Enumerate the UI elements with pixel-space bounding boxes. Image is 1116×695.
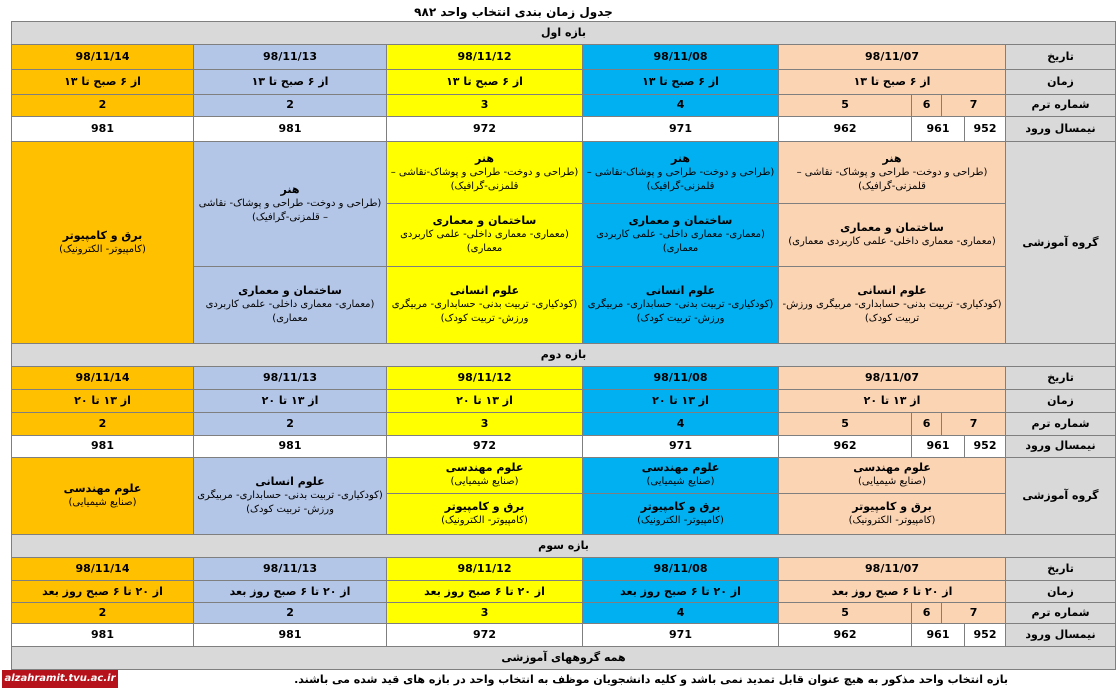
date-cell: 98/11/12 (387, 367, 583, 390)
entry-cell: 971 (583, 624, 779, 647)
date-cell: 98/11/13 (194, 367, 387, 390)
label-term: شماره ترم (1006, 412, 1116, 435)
group-name: هنر (671, 151, 690, 165)
label-date: تاریخ (1006, 557, 1116, 580)
group-name: علوم انسانی (255, 475, 325, 489)
term-cell: 3 (387, 412, 583, 435)
group-subjects: (معماری- معماری داخلی- علمی کاربردی معماری) (788, 236, 996, 248)
group-subjects: (کودکیاری- تربیت بدنی- حسابداری- مربیگری ورزش- تربیت کودک) (391, 299, 578, 324)
time-cell: از ۶ صبح تا ۱۳ (12, 69, 194, 94)
group-subjects: (کامپیوتر- الکترونیک) (441, 514, 528, 526)
entry-cell: 952 (965, 435, 1006, 458)
group-cell (779, 458, 1006, 493)
time-cell: از ۶ صبح تا ۱۳ (779, 69, 1006, 94)
entry-cell: 981 (12, 435, 194, 458)
date-cell: 98/11/13 (194, 44, 387, 69)
group-subjects: (طراحی و دوخت- طراحی و پوشاک-نقاشی – قلمزنی-گرافیک) (390, 166, 579, 192)
term-cell: 4 (583, 412, 779, 435)
group-subjects: (کودکیاری- تربیت بدنی- حسابداری- مربیگری ورزش- تربیت کودک) (197, 490, 383, 516)
entry-cell: 981 (12, 624, 194, 647)
entry-cell: 962 (779, 117, 912, 142)
period-3-title: بازه سوم (12, 535, 1116, 558)
page-title: جدول زمان بندی انتخاب واحد ۹۸۲ (414, 5, 613, 19)
group-name: هنر (280, 182, 300, 196)
term-cell: 2 (12, 412, 194, 435)
group-name: ساختمان و معماری (432, 214, 537, 228)
entry-cell: 962 (779, 435, 912, 458)
date-cell: 98/11/07 (779, 557, 1006, 580)
group-name: هنر (475, 151, 494, 165)
group-subjects: (معماری- معماری داخلی- علمی کاربردی معماری) (596, 229, 765, 255)
group-cell (387, 142, 583, 204)
group-cell (583, 493, 779, 534)
term-cell: 2 (194, 412, 387, 435)
term-cell: 4 (583, 603, 779, 624)
group-subjects: (طراحی و دوخت- طراحی و پوشاک- نقاشی – قلمزنی-گرافیک) (198, 197, 382, 223)
group-cell (779, 493, 1006, 534)
term-cell: 5 (779, 94, 912, 117)
label-time: زمان (1006, 389, 1116, 412)
term-cell: 6 (912, 94, 942, 117)
date-cell: 98/11/14 (12, 367, 194, 390)
group-name: ساختمان و معماری (628, 214, 733, 228)
group-cell (583, 204, 779, 266)
period-2-title: بازه دوم (12, 344, 1116, 367)
entry-cell: 961 (912, 117, 965, 142)
time-cell: از ۲۰ تا ۶ صبح روز بعد (12, 580, 194, 603)
date-cell: 98/11/13 (194, 557, 387, 580)
term-cell: 2 (194, 94, 387, 117)
term-cell: 7 (942, 412, 1006, 435)
entry-cell: 952 (965, 117, 1006, 142)
term-cell: 4 (583, 94, 779, 117)
date-cell: 98/11/08 (583, 367, 779, 390)
group-name: علوم انسانی (857, 284, 927, 297)
date-cell: 98/11/07 (779, 367, 1006, 390)
group-cell (387, 458, 583, 493)
entry-cell: 961 (912, 624, 965, 647)
term-cell: 7 (942, 603, 1006, 624)
group-subjects: (کامپیوتر- الکترونیک) (637, 514, 724, 526)
group-cell (387, 493, 583, 534)
group-name: هنر (882, 151, 902, 165)
group-name: برق و کامپیوتر (640, 499, 721, 513)
group-cell (583, 266, 779, 344)
group-cell (583, 142, 779, 204)
group-name: علوم انسانی (645, 284, 716, 297)
group-subjects: (کامپیوتر- الکترونیک) (848, 514, 936, 526)
time-cell: از ۱۳ تا ۲۰ (194, 389, 387, 412)
time-cell: از ۶ صبح تا ۱۳ (387, 69, 583, 94)
group-name: ساختمان و معماری (238, 284, 342, 297)
label-group: گروه آموزشی (1006, 142, 1116, 344)
term-cell: 3 (387, 603, 583, 624)
group-cell (387, 204, 583, 266)
date-cell: 98/11/07 (779, 44, 1006, 69)
group-cell (387, 266, 583, 344)
time-cell: از ۱۳ تا ۲۰ (12, 389, 194, 412)
time-cell: از ۲۰ تا ۶ صبح روز بعد (194, 580, 387, 603)
group-cell (779, 204, 1006, 266)
date-cell: 98/11/12 (387, 44, 583, 69)
group-name: علوم انسانی (449, 284, 520, 297)
site-logo: alzahramit.tvu.ac.ir (2, 670, 118, 688)
footnote: بازه انتخاب واحد مذکور به هیچ عنوان قابل تمدید نمی باشد و کلیه دانشجویان موظف به انتخاب واحد در بازه های قید شده می باشند. (294, 673, 1008, 686)
term-cell: 7 (942, 94, 1006, 117)
period-1-title: بازه اول (12, 22, 1116, 45)
term-cell: 5 (779, 603, 912, 624)
group-cell (12, 458, 194, 535)
label-entry: نیمسال ورود (1006, 117, 1116, 142)
schedule-table (11, 21, 1116, 670)
time-cell: از ۱۳ تا ۲۰ (387, 389, 583, 412)
term-cell: 2 (12, 94, 194, 117)
entry-cell: 972 (387, 117, 583, 142)
group-name: برق و کامپیوتر (444, 499, 525, 513)
term-cell: 6 (912, 412, 942, 435)
term-cell: 2 (12, 603, 194, 624)
time-cell: از ۶ صبح تا ۱۳ (194, 69, 387, 94)
entry-cell: 971 (583, 117, 779, 142)
term-cell: 6 (912, 603, 942, 624)
group-cell (194, 142, 387, 266)
group-subjects: (کودکیاری- تربیت بدنی- حسابداری- مربیگری ورزش- تربیت کودک) (782, 299, 1002, 324)
group-subjects: (صنایع شیمیایی) (858, 476, 927, 488)
group-subjects: (صنایع شیمیایی) (450, 476, 519, 488)
label-entry: نیمسال ورود (1006, 435, 1116, 458)
date-cell: 98/11/12 (387, 557, 583, 580)
group-cell (779, 266, 1006, 344)
time-cell: از ۱۳ تا ۲۰ (779, 389, 1006, 412)
date-cell: 98/11/08 (583, 557, 779, 580)
group-name: برق و کامپیوتر (62, 228, 143, 242)
group-subjects: (طراحی و دوخت- طراحی و پوشاک-نقاشی – قلمزنی-گرافیک) (586, 166, 775, 192)
date-cell: 98/11/14 (12, 557, 194, 580)
all-groups-row: همه گروههای آموزشی (12, 647, 1116, 670)
entry-cell: 972 (387, 624, 583, 647)
group-subjects: (کودکیاری- تربیت بدنی- حسابداری- مربیگری ورزش- تربیت کودک) (587, 299, 774, 324)
label-group: گروه آموزشی (1006, 458, 1116, 535)
group-name: علوم مهندسی (63, 482, 142, 496)
group-name: ساختمان و معماری (840, 221, 944, 235)
entry-cell: 981 (12, 117, 194, 142)
entry-cell: 972 (387, 435, 583, 458)
entry-cell: 962 (779, 624, 912, 647)
term-cell: 5 (779, 412, 912, 435)
label-date: تاریخ (1006, 44, 1116, 69)
entry-cell: 981 (194, 435, 387, 458)
term-cell: 2 (194, 603, 387, 624)
label-time: زمان (1006, 580, 1116, 603)
date-cell: 98/11/14 (12, 44, 194, 69)
time-cell: از ۶ صبح تا ۱۳ (583, 69, 779, 94)
label-entry: نیمسال ورود (1006, 624, 1116, 647)
group-name: علوم مهندسی (641, 461, 720, 475)
group-subjects: (معماری- معماری داخلی- علمی کاربردی معماری) (400, 229, 569, 255)
term-cell: 3 (387, 94, 583, 117)
time-cell: از ۱۳ تا ۲۰ (583, 389, 779, 412)
entry-cell: 981 (194, 117, 387, 142)
group-name: علوم مهندسی (853, 461, 931, 475)
entry-cell: 952 (965, 624, 1006, 647)
entry-cell: 971 (583, 435, 779, 458)
label-term: شماره ترم (1006, 94, 1116, 117)
group-subjects: (صنایع شیمیایی) (646, 476, 715, 488)
date-cell: 98/11/08 (583, 44, 779, 69)
label-time: زمان (1006, 69, 1116, 94)
group-cell (583, 458, 779, 493)
group-subjects: (کامپیوتر- الکترونیک) (59, 243, 146, 255)
group-cell (194, 458, 387, 535)
time-cell: از ۲۰ تا ۶ صبح روز بعد (387, 580, 583, 603)
group-cell (194, 266, 387, 344)
entry-cell: 981 (194, 624, 387, 647)
time-cell: از ۲۰ تا ۶ صبح روز بعد (583, 580, 779, 603)
group-name: برق و کامپیوتر (852, 499, 932, 513)
time-cell: از ۲۰ تا ۶ صبح روز بعد (779, 580, 1006, 603)
group-cell (12, 142, 194, 344)
entry-cell: 961 (912, 435, 965, 458)
group-cell (779, 142, 1006, 204)
group-subjects: (صنایع شیمیایی) (68, 497, 137, 509)
group-subjects: (معماری- معماری داخلی- علمی کاربردی معماری) (205, 299, 375, 324)
label-date: تاریخ (1006, 367, 1116, 390)
label-term: شماره ترم (1006, 603, 1116, 624)
group-name: علوم مهندسی (445, 461, 524, 475)
group-subjects: (طراحی و دوخت- طراحی و پوشاک- نقاشی – قلمزنی-گرافیک) (796, 166, 988, 192)
